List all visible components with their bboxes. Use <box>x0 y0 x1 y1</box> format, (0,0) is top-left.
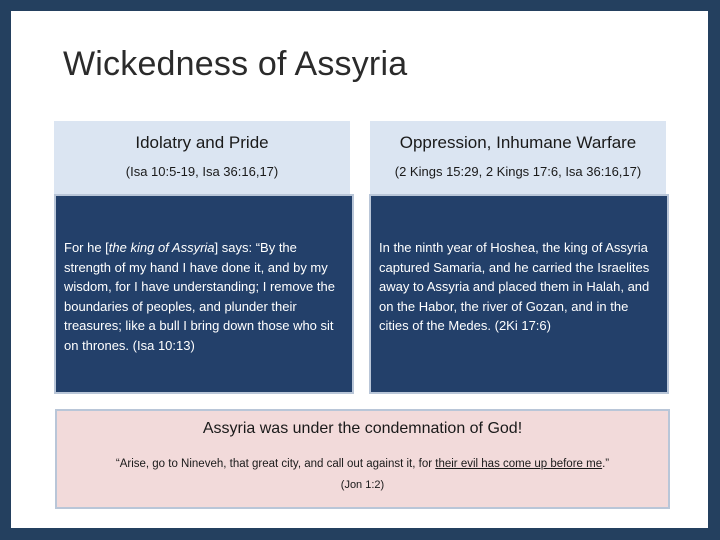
quote-part: ] says: “By the strength of my hand I have done it, and by my wisdom, for I have understanding; I remove the boundaries of peoples, and plunder their treasures; like a bull I bring down those who sit on thrones. (Isa 10:13) <box>64 240 335 353</box>
verse-underlined: their evil has come up before me <box>435 458 603 470</box>
verse-part: .” <box>602 458 610 470</box>
quote-box-isaiah <box>54 194 354 394</box>
conclusion-verse <box>57 458 668 470</box>
quote-text: In the ninth year of Hoshea, the king of Assyria captured Samaria, and he carried the Israelites away to Assyria and placed them in Halah, and on the Habor, the river of Gozan, and in the cities of the Medes. (2Ki 17:6) <box>379 240 650 334</box>
column-heading: Idolatry and Pride <box>135 133 269 152</box>
slide-title: Wickedness of Assyria <box>63 45 408 83</box>
column-references: (Isa 10:5-19, Isa 36:16,17) <box>125 164 279 179</box>
conclusion-statement: Assyria was under the condemnation of God! <box>202 420 523 437</box>
verse-part: “Arise, go to Nineveh, that great city, and call out against it, for <box>115 458 436 470</box>
column-references: (2 Kings 15:29, 2 Kings 17:6, Isa 36:16,17) <box>394 164 642 179</box>
conclusion-box <box>55 409 670 509</box>
quote-box-kings <box>369 194 669 394</box>
column-header-oppression <box>370 121 666 197</box>
quote-part: For he [ <box>64 240 109 255</box>
quote-text <box>64 238 346 356</box>
quote-italic: the king of Assyria <box>108 240 215 255</box>
slide <box>11 11 708 528</box>
column-heading: Oppression, Inhumane Warfare <box>399 133 637 152</box>
column-header-idolatry <box>54 121 350 197</box>
conclusion-reference: (Jon 1:2) <box>340 479 385 491</box>
